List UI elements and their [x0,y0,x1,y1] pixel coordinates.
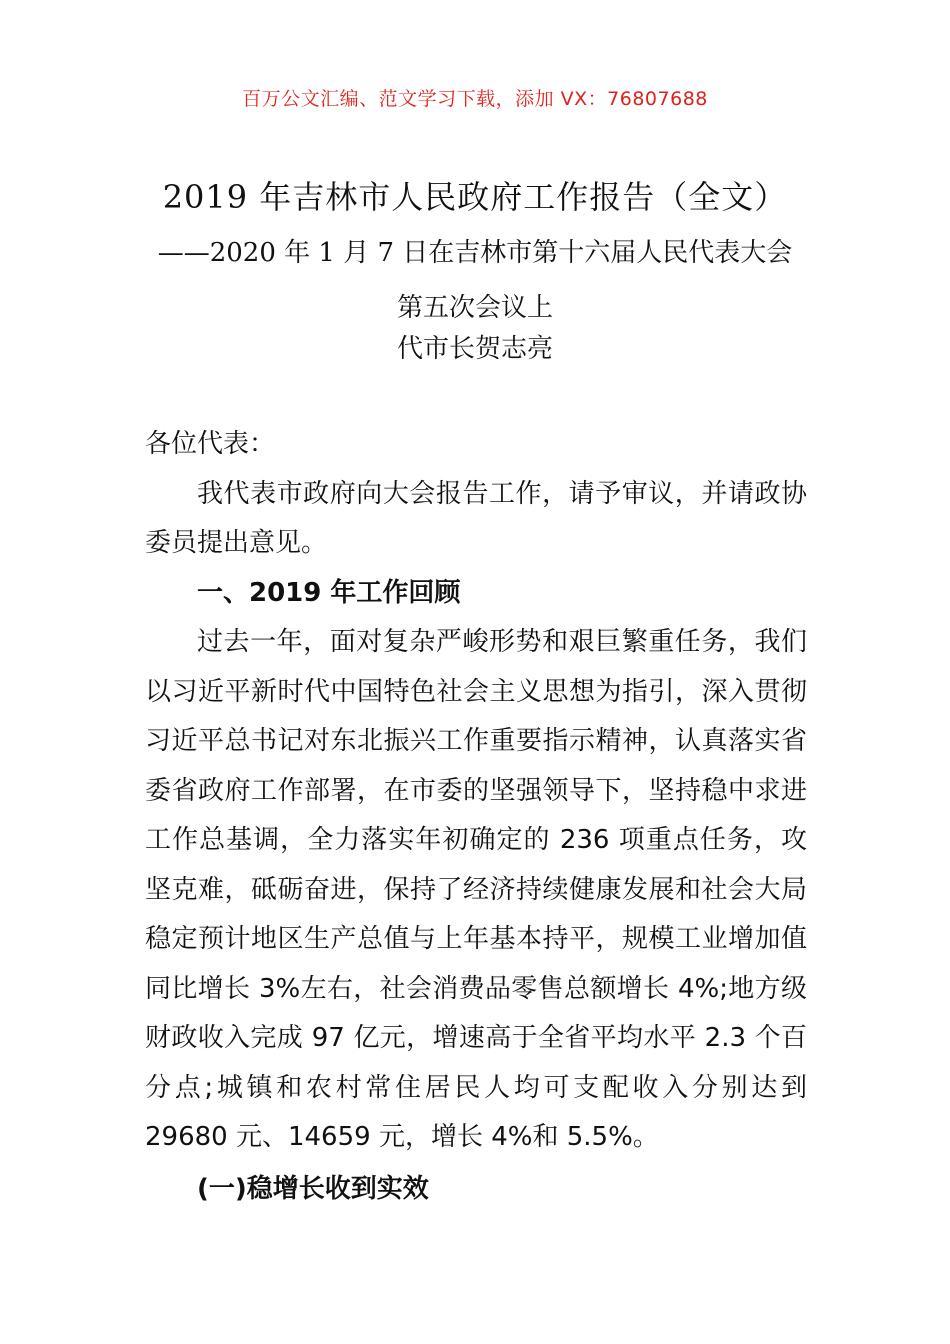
document-body [145,420,807,1214]
page-subtitle: ——2020 年 1 月 7 日在吉林市第十六届人民代表大会第五次会议上 [157,238,793,323]
section-body-paragraph: 过去一年，面对复杂严峻形势和艰巨繁重任务，我们以习近平新时代中国特色社会主义思想为指引，深入贯彻习近平总书记对东北振兴工作重要指示精神，认真落实省委省政府工作部署，在市委的坚强领导下，坚持稳中求进工作总基调，全力落实年初确定的 236 项重点任务，攻坚克难，砥砺奋进，保持了经济持续健康发展和社会大局稳定预计地区生产总值与上年基本持平，规模工业增加值同比增长 3%左右，社会消费品零售总额增长 4%;地方级财政收入完成 97 亿元，增速高于全省平均水平 2.3 个百分点;城镇和农村常住居民人均可支配收入分别达到 29680 元、14659 元，增长 4%和 5.5%。 [145,627,807,1152]
author: 代市长贺志亮 [396,334,553,364]
header-banner: 百万公文汇编、范文学习下载，添加 VX：76807688 [242,88,708,110]
subsection-heading: (一)稳增长收到实效 [197,1173,429,1204]
section-heading: 一、2019 年工作回顾 [197,577,461,608]
intro-paragraph: 我代表市政府向大会报告工作，请予审议，并请政协委员提出意见。 [145,478,807,558]
page-title: 2019 年吉林市人民政府工作报告（全文） [162,178,788,216]
salutation: 各位代表： [145,429,276,459]
